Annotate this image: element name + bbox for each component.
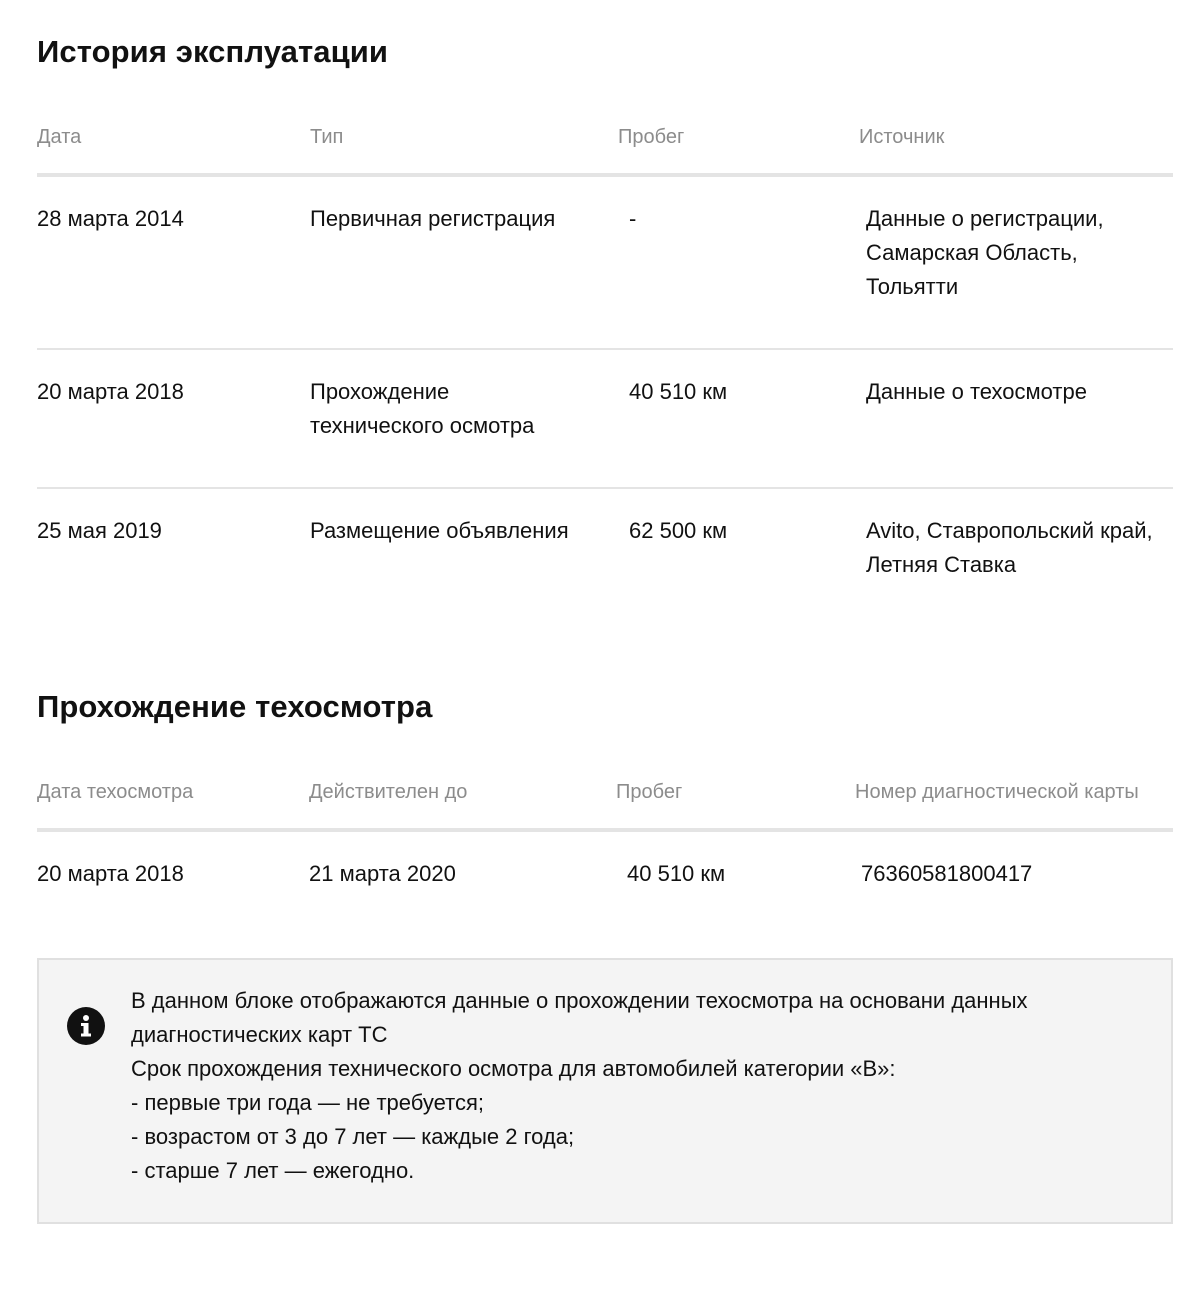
history-row-source [866,514,1153,582]
history-row-source-line: Летняя Ставка [866,552,1017,577]
history-row-source [866,375,1087,409]
history-header-source: Источник [859,126,945,148]
history-row-source-line: Данные о регистрации, [866,206,1104,231]
inspection-header-valid-until: Действителен до [309,781,468,803]
info-box [37,958,1173,1224]
info-line: - старше 7 лет — ежегодно. [131,1158,415,1183]
history-title: История эксплуатации [37,34,389,69]
inspection-header-date: Дата техосмотра [37,781,194,803]
inspection-row-date: 20 марта 2018 [37,861,184,886]
info-icon [67,1007,105,1045]
inspection-header-mileage: Пробег [616,781,683,803]
inspection-row-valid-until: 21 марта 2020 [309,861,456,886]
info-text [131,984,1141,1188]
history-row-mileage: 40 510 км [629,379,728,404]
info-line: Срок прохождения технического осмотра для автомобилей категории «В»: [131,1056,896,1081]
inspection-row-mileage: 40 510 км [627,861,726,886]
history-row-date: 25 мая 2019 [37,518,162,543]
history-row-type-line: технического осмотра [310,413,535,438]
history-row-divider [37,487,1173,489]
history-row-divider [37,348,1173,350]
inspection-header-card-number: Номер диагностической карты [855,781,1139,803]
info-line: - возрастом от 3 до 7 лет — каждые 2 года; [131,1124,575,1149]
history-row-source-line: Самарская Область, [866,240,1078,265]
history-row-source-line: Avito, Ставропольский край, [866,518,1153,543]
info-line: В данном блоке отображаются данные о прохождении техосмотра на основани данных [131,988,1028,1013]
history-row-mileage: - [629,206,637,231]
history-header-date: Дата [37,126,82,148]
info-line: - первые три года — не требуется; [131,1090,484,1115]
history-row-type: Размещение объявления [310,518,569,543]
history-row-type-line: Прохождение [310,379,450,404]
inspection-row-card-number: 76360581800417 [861,861,1033,886]
history-header-mileage: Пробег [618,126,685,148]
history-row-date: 20 марта 2018 [37,379,184,404]
history-row-mileage: 62 500 км [629,518,728,543]
history-row-type: Первичная регистрация [310,206,556,231]
history-row-date: 28 марта 2014 [37,206,184,231]
history-row-source-line: Данные о техосмотре [866,379,1087,404]
inspection-title: Прохождение техосмотра [37,689,433,724]
history-header-type: Тип [310,126,344,148]
inspection-header-divider [37,828,1173,832]
info-line: диагностических карт ТС [131,1022,388,1047]
history-header-divider [37,173,1173,177]
history-row-type [310,375,534,443]
history-row-source [866,202,1104,304]
history-row-source-line: Тольятти [866,274,959,299]
